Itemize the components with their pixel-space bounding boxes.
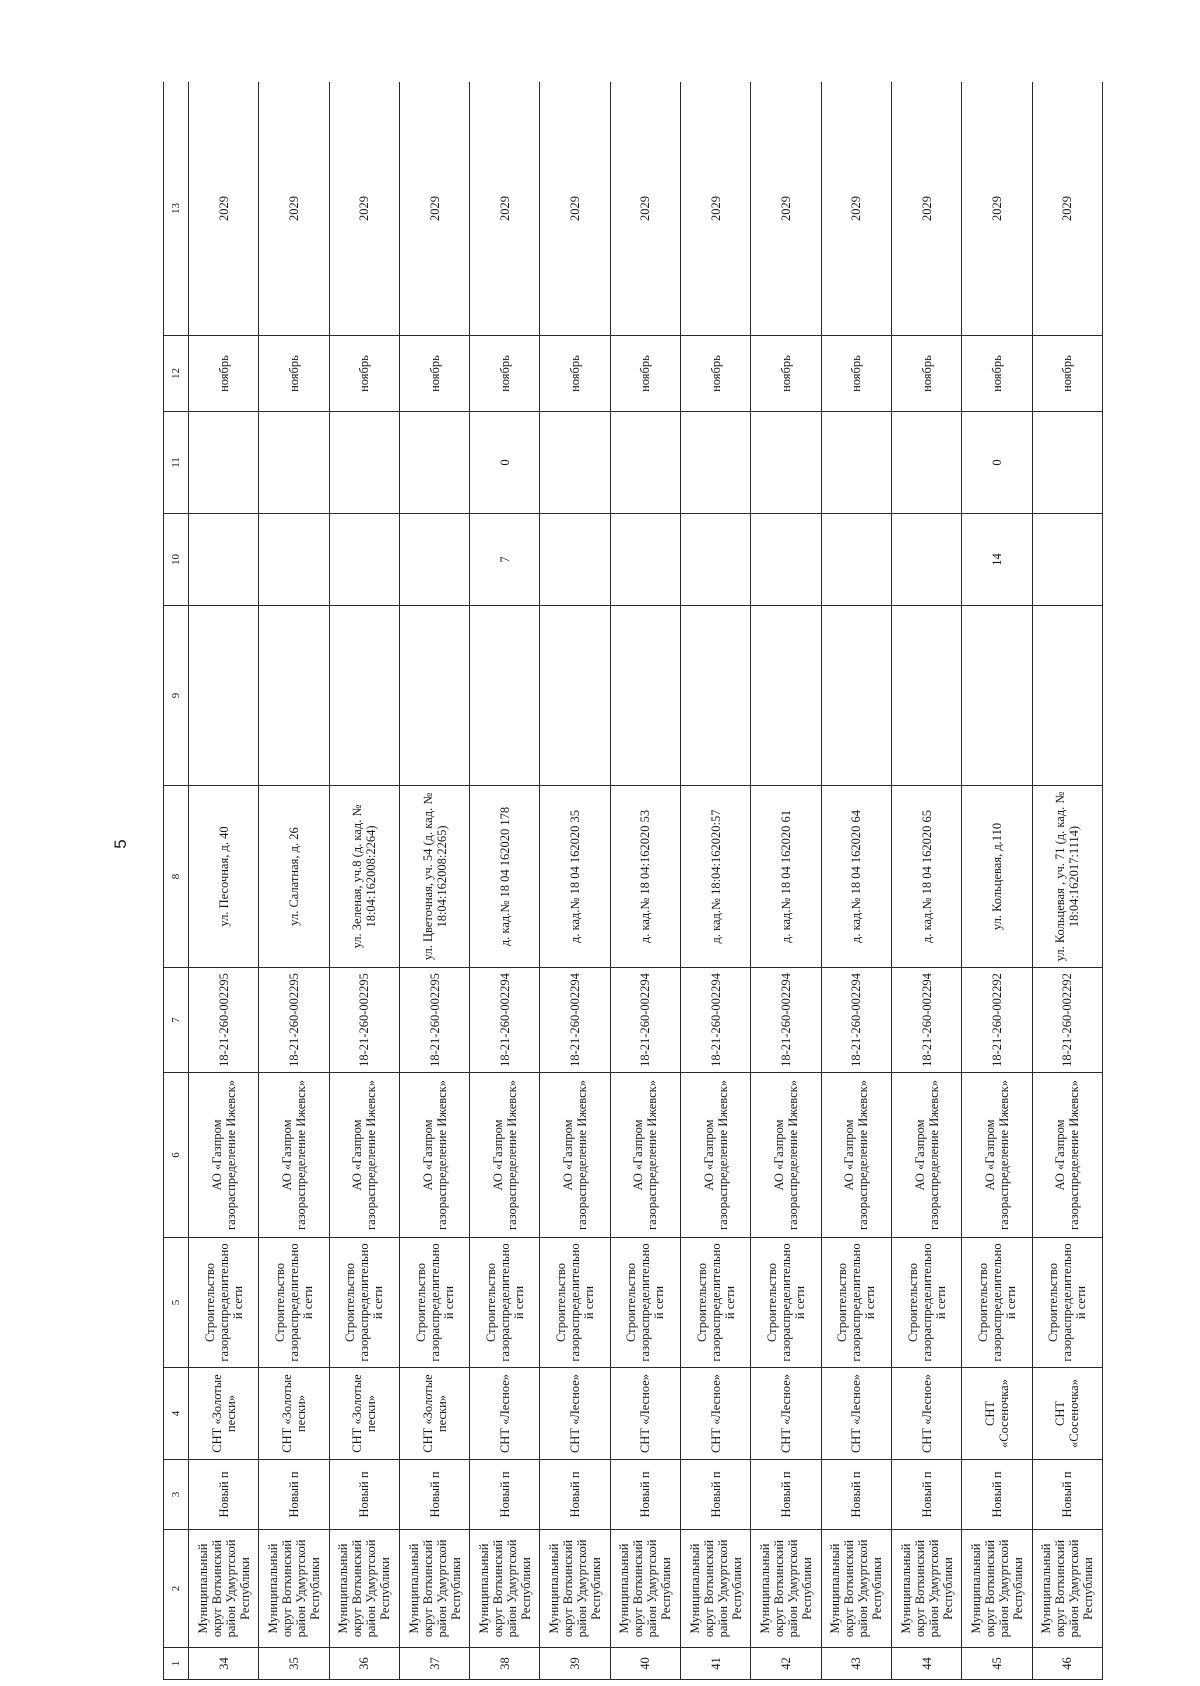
- year-cell: 2029: [329, 82, 399, 336]
- partnership-cell: СНТ «Лесное»: [540, 1368, 610, 1460]
- address-cell: ул. Зеленая, уч.8 (д. кад. № 18:04:162008:2264): [329, 786, 399, 968]
- column-header: 2: [164, 1530, 189, 1648]
- month-cell: ноябрь: [821, 336, 891, 412]
- column-header: 3: [164, 1460, 189, 1530]
- year-cell: 2029: [399, 82, 469, 336]
- month-cell: ноябрь: [329, 336, 399, 412]
- column-9-cell: [751, 606, 821, 786]
- year-cell: 2029: [1032, 82, 1102, 336]
- column-10-cell: [540, 514, 610, 606]
- month-cell: ноябрь: [962, 336, 1032, 412]
- year-cell: 2029: [821, 82, 891, 336]
- row-number-cell: 45: [962, 1648, 1032, 1680]
- page-number: 5: [111, 839, 130, 849]
- row-number-cell: 43: [821, 1648, 891, 1680]
- municipality-cell: Муниципальный округ Воткинский район Удмуртской Республики: [189, 1530, 259, 1648]
- partnership-cell: СНТ «Золотые пески»: [259, 1368, 329, 1460]
- settlement-cell: Новый п: [821, 1460, 891, 1530]
- partnership-cell: СНТ «Лесное»: [751, 1368, 821, 1460]
- work-type-cell: Строительство газораспределительной сети: [329, 1238, 399, 1368]
- column-9-cell: [1032, 606, 1102, 786]
- address-cell: д. кад.№ 18 04 162020 35: [540, 786, 610, 968]
- row-number-cell: 42: [751, 1648, 821, 1680]
- project-code-cell: 18-21-260-002294: [610, 968, 680, 1073]
- column-11-cell: 0: [962, 412, 1032, 514]
- organization-cell: АО «Газпром газораспределение Ижевск»: [821, 1073, 891, 1238]
- organization-cell: АО «Газпром газораспределение Ижевск»: [189, 1073, 259, 1238]
- column-header: 4: [164, 1368, 189, 1460]
- year-cell: 2029: [259, 82, 329, 336]
- address-cell: д. кад.№ 18 04:162020 53: [610, 786, 680, 968]
- work-type-cell: Строительство газораспределительной сети: [821, 1238, 891, 1368]
- column-header: 8: [164, 786, 189, 968]
- organization-cell: АО «Газпром газораспределение Ижевск»: [891, 1073, 961, 1238]
- address-cell: д. кад.№ 18 04 162020 64: [821, 786, 891, 968]
- partnership-cell: СНТ «Золотые пески»: [399, 1368, 469, 1460]
- month-cell: ноябрь: [470, 336, 540, 412]
- column-11-cell: [751, 412, 821, 514]
- column-11-cell: [540, 412, 610, 514]
- column-9-cell: [610, 606, 680, 786]
- year-cell: 2029: [189, 82, 259, 336]
- column-10-cell: [610, 514, 680, 606]
- partnership-cell: СНТ «Сосеночка»: [1032, 1368, 1102, 1460]
- partnership-cell: СНТ «Лесное»: [681, 1368, 751, 1460]
- organization-cell: АО «Газпром газораспределение Ижевск»: [259, 1073, 329, 1238]
- month-cell: ноябрь: [540, 336, 610, 412]
- municipality-cell: Муниципальный округ Воткинский район Удмуртской Республики: [751, 1530, 821, 1648]
- year-cell: 2029: [540, 82, 610, 336]
- column-header: 9: [164, 606, 189, 786]
- settlement-cell: Новый п: [751, 1460, 821, 1530]
- project-code-cell: 18-21-260-002295: [189, 968, 259, 1073]
- address-cell: ул. Кольцевая , уч. 71 (д. кад. № 18:04:162017:1114): [1032, 786, 1102, 968]
- column-10-cell: [1032, 514, 1102, 606]
- organization-cell: АО «Газпром газораспределение Ижевск»: [610, 1073, 680, 1238]
- column-header: 1: [164, 1648, 189, 1680]
- project-code-cell: 18-21-260-002295: [329, 968, 399, 1073]
- address-cell: ул. Салатная, д. 26: [259, 786, 329, 968]
- row-number-cell: 35: [259, 1648, 329, 1680]
- month-cell: ноябрь: [891, 336, 961, 412]
- month-cell: ноябрь: [1032, 336, 1102, 412]
- column-11-cell: [891, 412, 961, 514]
- column-11-cell: [399, 412, 469, 514]
- column-header: 7: [164, 968, 189, 1073]
- row-number-cell: 36: [329, 1648, 399, 1680]
- row-number-cell: 38: [470, 1648, 540, 1680]
- work-type-cell: Строительство газораспределительной сети: [751, 1238, 821, 1368]
- year-cell: 2029: [751, 82, 821, 336]
- work-type-cell: Строительство газораспределительной сети: [610, 1238, 680, 1368]
- organization-cell: АО «Газпром газораспределение Ижевск»: [540, 1073, 610, 1238]
- settlement-cell: Новый п: [399, 1460, 469, 1530]
- municipality-cell: Муниципальный округ Воткинский район Удмуртской Республики: [681, 1530, 751, 1648]
- organization-cell: АО «Газпром газораспределение Ижевск»: [681, 1073, 751, 1238]
- organization-cell: АО «Газпром газораспределение Ижевск»: [962, 1073, 1032, 1238]
- settlement-cell: Новый п: [189, 1460, 259, 1530]
- organization-cell: АО «Газпром газораспределение Ижевск»: [399, 1073, 469, 1238]
- table-row: [681, 82, 751, 1680]
- column-11-cell: [610, 412, 680, 514]
- column-9-cell: [399, 606, 469, 786]
- row-number-cell: 39: [540, 1648, 610, 1680]
- table-row: [962, 82, 1032, 1680]
- table-row: [470, 82, 540, 1680]
- organization-cell: АО «Газпром газораспределение Ижевск»: [470, 1073, 540, 1238]
- organization-cell: АО «Газпром газораспределение Ижевск»: [329, 1073, 399, 1238]
- partnership-cell: СНТ «Лесное»: [891, 1368, 961, 1460]
- project-code-cell: 18-21-260-002294: [891, 968, 961, 1073]
- partnership-cell: СНТ «Лесное»: [821, 1368, 891, 1460]
- work-type-cell: Строительство газораспределительной сети: [1032, 1238, 1102, 1368]
- column-11-cell: [189, 412, 259, 514]
- table-row: [329, 82, 399, 1680]
- work-type-cell: Строительство газораспределительной сети: [259, 1238, 329, 1368]
- column-10-cell: [751, 514, 821, 606]
- column-header: 12: [164, 336, 189, 412]
- project-code-cell: 18-21-260-002294: [681, 968, 751, 1073]
- year-cell: 2029: [962, 82, 1032, 336]
- year-cell: 2029: [610, 82, 680, 336]
- settlement-cell: Новый п: [540, 1460, 610, 1530]
- municipality-cell: Муниципальный округ Воткинский район Удмуртской Республики: [821, 1530, 891, 1648]
- row-number-cell: 40: [610, 1648, 680, 1680]
- municipality-cell: Муниципальный округ Воткинский район Удмуртской Республики: [329, 1530, 399, 1648]
- municipality-cell: Муниципальный округ Воткинский район Удмуртской Республики: [962, 1530, 1032, 1648]
- column-9-cell: [259, 606, 329, 786]
- column-11-cell: 0: [470, 412, 540, 514]
- month-cell: ноябрь: [189, 336, 259, 412]
- settlement-cell: Новый п: [962, 1460, 1032, 1530]
- work-type-cell: Строительство газораспределительной сети: [399, 1238, 469, 1368]
- project-code-cell: 18-21-260-002294: [540, 968, 610, 1073]
- column-11-cell: [821, 412, 891, 514]
- column-10-cell: [681, 514, 751, 606]
- column-9-cell: [189, 606, 259, 786]
- municipality-cell: Муниципальный округ Воткинский район Удмуртской Республики: [1032, 1530, 1102, 1648]
- month-cell: ноябрь: [751, 336, 821, 412]
- data-table: [163, 82, 1103, 1680]
- table-row: [540, 82, 610, 1680]
- project-code-cell: 18-21-260-002295: [259, 968, 329, 1073]
- project-code-cell: 18-21-260-002295: [399, 968, 469, 1073]
- column-header: 5: [164, 1238, 189, 1368]
- column-10-cell: [189, 514, 259, 606]
- table-row: [610, 82, 680, 1680]
- project-code-cell: 18-21-260-002294: [821, 968, 891, 1073]
- row-number-cell: 46: [1032, 1648, 1102, 1680]
- settlement-cell: Новый п: [1032, 1460, 1102, 1530]
- table-row: [399, 82, 469, 1680]
- address-cell: д. кад.№ 18:04:162020:57: [681, 786, 751, 968]
- municipality-cell: Муниципальный округ Воткинский район Удмуртской Республики: [259, 1530, 329, 1648]
- address-cell: д. кад.№ 18 04 162020 61: [751, 786, 821, 968]
- address-cell: д. кад.№ 18 04 162020 65: [891, 786, 961, 968]
- organization-cell: АО «Газпром газораспределение Ижевск»: [751, 1073, 821, 1238]
- table-row: [1032, 82, 1102, 1680]
- column-9-cell: [470, 606, 540, 786]
- municipality-cell: Муниципальный округ Воткинский район Удмуртской Республики: [540, 1530, 610, 1648]
- work-type-cell: Строительство газораспределительной сети: [681, 1238, 751, 1368]
- month-cell: ноябрь: [681, 336, 751, 412]
- row-number-cell: 37: [399, 1648, 469, 1680]
- row-number-cell: 41: [681, 1648, 751, 1680]
- address-cell: ул. Цветочная, уч. 54 (д. кад. № 18:04:162008:2265): [399, 786, 469, 968]
- year-cell: 2029: [681, 82, 751, 336]
- organization-cell: АО «Газпром газораспределение Ижевск»: [1032, 1073, 1102, 1238]
- column-9-cell: [540, 606, 610, 786]
- year-cell: 2029: [470, 82, 540, 336]
- month-cell: ноябрь: [399, 336, 469, 412]
- address-cell: ул. Песочная, д. 40: [189, 786, 259, 968]
- column-9-cell: [891, 606, 961, 786]
- column-header: 6: [164, 1073, 189, 1238]
- project-code-cell: 18-21-260-002294: [470, 968, 540, 1073]
- column-9-cell: [962, 606, 1032, 786]
- column-11-cell: [259, 412, 329, 514]
- table-body: [189, 82, 1103, 1680]
- address-cell: ул. Кольцевая, д.110: [962, 786, 1032, 968]
- settlement-cell: Новый п: [891, 1460, 961, 1530]
- settlement-cell: Новый п: [259, 1460, 329, 1530]
- column-11-cell: [681, 412, 751, 514]
- column-10-cell: 14: [962, 514, 1032, 606]
- column-10-cell: [821, 514, 891, 606]
- column-10-cell: [329, 514, 399, 606]
- project-code-cell: 18-21-260-002292: [962, 968, 1032, 1073]
- partnership-cell: СНТ «Лесное»: [470, 1368, 540, 1460]
- work-type-cell: Строительство газораспределительной сети: [962, 1238, 1032, 1368]
- column-10-cell: 7: [470, 514, 540, 606]
- municipality-cell: Муниципальный округ Воткинский район Удмуртской Республики: [399, 1530, 469, 1648]
- month-cell: ноябрь: [610, 336, 680, 412]
- row-number-cell: 44: [891, 1648, 961, 1680]
- settlement-cell: Новый п: [329, 1460, 399, 1530]
- column-11-cell: [1032, 412, 1102, 514]
- table-row: [189, 82, 259, 1680]
- column-9-cell: [821, 606, 891, 786]
- table-row: [751, 82, 821, 1680]
- year-cell: 2029: [891, 82, 961, 336]
- column-header: 13: [164, 82, 189, 336]
- table-frame: [163, 82, 1103, 1680]
- header-row: [164, 82, 189, 1680]
- column-9-cell: [681, 606, 751, 786]
- column-9-cell: [329, 606, 399, 786]
- work-type-cell: Строительство газораспределительной сети: [470, 1238, 540, 1368]
- municipality-cell: Муниципальный округ Воткинский район Удмуртской Республики: [470, 1530, 540, 1648]
- column-header: 11: [164, 412, 189, 514]
- row-number-cell: 34: [189, 1648, 259, 1680]
- table-row: [821, 82, 891, 1680]
- table-row: [891, 82, 961, 1680]
- settlement-cell: Новый п: [470, 1460, 540, 1530]
- work-type-cell: Строительство газораспределительной сети: [891, 1238, 961, 1368]
- month-cell: ноябрь: [259, 336, 329, 412]
- municipality-cell: Муниципальный округ Воткинский район Удмуртской Республики: [610, 1530, 680, 1648]
- work-type-cell: Строительство газораспределительной сети: [540, 1238, 610, 1368]
- partnership-cell: СНТ «Лесное»: [610, 1368, 680, 1460]
- partnership-cell: СНТ «Золотые пески»: [189, 1368, 259, 1460]
- column-10-cell: [259, 514, 329, 606]
- municipality-cell: Муниципальный округ Воткинский район Удмуртской Республики: [891, 1530, 961, 1648]
- table-row: [259, 82, 329, 1680]
- address-cell: д. кад.№ 18 04 162020 178: [470, 786, 540, 968]
- column-10-cell: [891, 514, 961, 606]
- column-header: 10: [164, 514, 189, 606]
- project-code-cell: 18-21-260-002294: [751, 968, 821, 1073]
- project-code-cell: 18-21-260-002292: [1032, 968, 1102, 1073]
- partnership-cell: СНТ «Золотые пески»: [329, 1368, 399, 1460]
- partnership-cell: СНТ «Сосеночка»: [962, 1368, 1032, 1460]
- work-type-cell: Строительство газораспределительной сети: [189, 1238, 259, 1368]
- settlement-cell: Новый п: [610, 1460, 680, 1530]
- settlement-cell: Новый п: [681, 1460, 751, 1530]
- column-11-cell: [329, 412, 399, 514]
- column-10-cell: [399, 514, 469, 606]
